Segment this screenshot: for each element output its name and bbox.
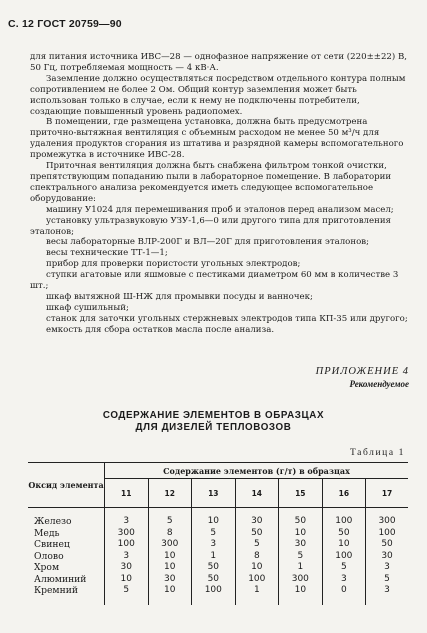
list-item: весы технические ТТ-1—1; xyxy=(46,248,168,259)
value-cell: 50 xyxy=(192,562,236,574)
table-row xyxy=(28,562,408,574)
list-item: машину У1024 для перемешивания проб и эталонов перед анализом масел; xyxy=(46,204,394,215)
value-cell: 50 xyxy=(192,574,236,586)
value-cell: 10 xyxy=(192,516,236,528)
paragraph: Заземление должно осуществляться посредством отдельного контура полным сопротивлением не более 2 Ом. Общий контур заземления может быть использован только в случае, если к нему не подключены потребители, создающие повышенный уровень радиопомех. xyxy=(30,73,406,117)
element-content-table xyxy=(28,462,408,605)
element-name-cell: Железо xyxy=(28,516,105,528)
value-cell: 30 xyxy=(235,516,279,528)
value-cell: 3 xyxy=(322,574,366,586)
table-row xyxy=(28,539,408,551)
value-cell: 30 xyxy=(381,550,393,561)
element-name-cell: Медь xyxy=(28,528,105,540)
element-name-cell: Свинец xyxy=(28,539,105,551)
value-cell: 8 xyxy=(148,528,192,540)
paragraph: В помещении, где размещена установка, должна быть предусмотрена приточно-вытяжная вентиляция с объемным расходом не менее 50 м³/ч для удаления продуктов сгорания из штатива и разрядной камеры вспомогательного промежутка в источнике ИВС-28. xyxy=(30,117,404,161)
value-cell: 5 xyxy=(235,539,279,551)
value-cell: 30 xyxy=(148,574,192,586)
value-cell: 5 xyxy=(384,573,390,584)
value-cell: 1 xyxy=(235,585,279,597)
element-name-cell: Олово xyxy=(28,551,105,563)
value-cell: 1 xyxy=(192,551,236,563)
value-cell: 50 xyxy=(381,539,393,549)
value-cell: 5 xyxy=(279,551,323,563)
value-cell: 0 xyxy=(322,585,366,597)
value-cell: 3 xyxy=(192,539,236,551)
body-text xyxy=(30,52,410,336)
value-cell: 3 xyxy=(384,562,390,572)
value-cell: 100 xyxy=(235,574,279,586)
list-item: установку ультразвуковую УЗУ-1,6—0 или другого типа для приготовления эталонов; xyxy=(30,215,391,237)
element-name-cell: Алюминий xyxy=(28,574,105,586)
table-label: Таблица 1 xyxy=(349,448,405,458)
list-item: прибор для проверки пористости угольных электродов; xyxy=(46,259,301,270)
value-cell: 10 xyxy=(279,528,323,540)
column-header: 17 xyxy=(366,479,408,508)
value-cell: 10 xyxy=(105,574,149,586)
table-row xyxy=(28,574,408,586)
value-cell: 10 xyxy=(279,585,323,597)
appendix-title: ПРИЛОЖЕНИЕ 4 xyxy=(315,366,409,377)
value-cell: 3 xyxy=(105,551,149,563)
value-cell: 10 xyxy=(148,562,192,574)
list-item: емкость для сбора остатков масла после анализа. xyxy=(46,324,275,335)
table-row xyxy=(28,528,408,540)
paragraph: для питания источника ИВС—28 — однофазное напряжение от сети (220±±22) В, 50 Гц, потребляемая мощность — 4 кВ·А. xyxy=(30,52,408,73)
section-title-line: СОДЕРЖАНИЕ ЭЛЕМЕНТОВ В ОБРАЗЦАХ xyxy=(102,410,325,421)
list-item: ступки агатовые или яшмовые с пестиками диаметром 60 мм в количестве 3 шт.; xyxy=(30,270,399,292)
value-cell: 100 xyxy=(322,516,366,528)
column-header: 15 xyxy=(279,479,323,508)
value-cell: 100 xyxy=(378,527,396,538)
value-cell: 300 xyxy=(279,574,323,586)
value-cell: 10 xyxy=(235,562,279,574)
value-cell: 100 xyxy=(105,539,149,551)
value-cell: 1 xyxy=(279,562,323,574)
column-header: 14 xyxy=(235,479,279,508)
page-header: С. 12 ГОСТ 20759—90 xyxy=(8,18,122,30)
value-cell: 5 xyxy=(148,516,192,528)
appendix-subtitle: Рекомендуемое xyxy=(349,379,409,389)
value-cell: 100 xyxy=(322,551,366,563)
value-cell: 50 xyxy=(235,528,279,540)
appendix-heading xyxy=(316,366,409,389)
paragraph: Приточная вентиляция должна быть снабжена фильтром тонкой очистки, препятствующим попаданию пыли в лабораторное помещение. В лаборатории спектрального анализа рекомендуется иметь следующее вспомогательное оборудование: xyxy=(30,161,392,204)
value-cell: 5 xyxy=(192,528,236,540)
table-row xyxy=(28,585,408,597)
list-item: шкаф вытяжной Ш-НЖ для промывки посуды и ванночек; xyxy=(46,291,313,302)
value-cell: 3 xyxy=(105,516,149,528)
list-item: станок для заточки угольных стержневых электродов типа КП-35 или другого; xyxy=(46,313,408,324)
value-cell: 8 xyxy=(235,551,279,563)
list-item: весы лабораторные ВЛР-200Г и ВЛ—20Г для приготовления эталонов; xyxy=(46,237,369,248)
content-group-header: Содержание элементов (г/т) в образцах xyxy=(105,463,409,479)
value-cell: 3 xyxy=(384,585,390,595)
column-header: 16 xyxy=(322,479,366,508)
list-item: шкаф сушильный; xyxy=(46,302,129,313)
value-cell: 5 xyxy=(105,585,149,597)
value-cell: 30 xyxy=(279,539,323,551)
column-header: 13 xyxy=(192,479,236,508)
value-cell: 10 xyxy=(322,539,366,551)
value-cell: 300 xyxy=(148,539,192,551)
section-title-line: ДЛЯ ДИЗЕЛЕЙ ТЕПЛОВОЗОВ xyxy=(135,422,292,433)
column-header: 12 xyxy=(148,479,192,508)
spacer-row xyxy=(28,597,408,605)
value-cell: 10 xyxy=(148,585,192,597)
value-cell: 50 xyxy=(322,528,366,540)
section-title xyxy=(0,410,427,434)
value-cell: 10 xyxy=(148,551,192,563)
column-header: 11 xyxy=(105,479,149,508)
spacer-row xyxy=(28,508,408,517)
table-row xyxy=(28,551,408,563)
value-cell: 30 xyxy=(105,562,149,574)
value-cell: 300 xyxy=(105,528,149,540)
value-cell: 5 xyxy=(322,562,366,574)
value-cell: 100 xyxy=(192,585,236,597)
oxide-column-header: Оксид элемента xyxy=(28,463,105,508)
value-cell: 50 xyxy=(279,516,323,528)
element-name-cell: Хром xyxy=(28,562,105,574)
table-row xyxy=(28,516,408,528)
value-cell: 300 xyxy=(378,516,396,526)
element-name-cell: Кремний xyxy=(28,585,105,597)
